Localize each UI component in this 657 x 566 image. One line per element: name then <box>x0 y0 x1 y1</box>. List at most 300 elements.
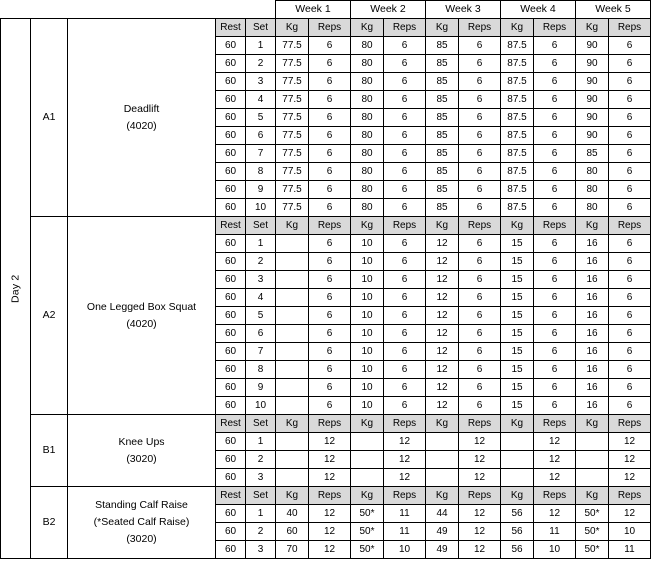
kg-cell-week2[interactable]: 10 <box>351 307 384 325</box>
kg-cell-week3[interactable]: 85 <box>426 199 459 217</box>
reps-cell-week3[interactable]: 12 <box>459 469 501 487</box>
reps-cell-week4[interactable]: 6 <box>534 127 576 145</box>
reps-cell-week5[interactable]: 6 <box>609 271 651 289</box>
rest-cell[interactable]: 60 <box>216 37 246 55</box>
reps-cell-week5[interactable]: 6 <box>609 109 651 127</box>
kg-cell-week3[interactable] <box>426 451 459 469</box>
kg-cell-week2[interactable]: 80 <box>351 199 384 217</box>
kg-cell-week4[interactable] <box>501 451 534 469</box>
kg-cell-week2[interactable]: 10 <box>351 397 384 415</box>
kg-cell-week2[interactable]: 50* <box>351 523 384 541</box>
reps-cell-week3[interactable]: 12 <box>459 451 501 469</box>
reps-cell-week1[interactable]: 6 <box>309 253 351 271</box>
reps-cell-week4[interactable]: 6 <box>534 379 576 397</box>
reps-cell-week4[interactable]: 6 <box>534 109 576 127</box>
reps-cell-week2[interactable]: 6 <box>384 253 426 271</box>
kg-cell-week3[interactable]: 12 <box>426 379 459 397</box>
kg-cell-week3[interactable]: 44 <box>426 505 459 523</box>
kg-cell-week2[interactable]: 10 <box>351 325 384 343</box>
kg-cell-week4[interactable]: 56 <box>501 505 534 523</box>
set-cell[interactable]: 3 <box>246 73 276 91</box>
kg-cell-week3[interactable]: 12 <box>426 361 459 379</box>
set-cell[interactable]: 10 <box>246 397 276 415</box>
reps-cell-week3[interactable]: 6 <box>459 343 501 361</box>
reps-cell-week1[interactable]: 12 <box>309 451 351 469</box>
kg-cell-week5[interactable]: 90 <box>576 37 609 55</box>
reps-cell-week2[interactable]: 6 <box>384 289 426 307</box>
kg-cell-week1[interactable]: 77.5 <box>276 181 309 199</box>
kg-cell-week4[interactable] <box>501 469 534 487</box>
kg-cell-week1[interactable]: 77.5 <box>276 127 309 145</box>
rest-cell[interactable]: 60 <box>216 271 246 289</box>
reps-cell-week2[interactable]: 6 <box>384 55 426 73</box>
rest-cell[interactable]: 60 <box>216 343 246 361</box>
kg-cell-week1[interactable]: 70 <box>276 541 309 559</box>
reps-cell-week5[interactable]: 11 <box>609 541 651 559</box>
reps-cell-week2[interactable]: 11 <box>384 505 426 523</box>
kg-cell-week5[interactable]: 16 <box>576 253 609 271</box>
kg-cell-week1[interactable] <box>276 307 309 325</box>
kg-cell-week1[interactable] <box>276 469 309 487</box>
rest-cell[interactable]: 60 <box>216 379 246 397</box>
reps-cell-week3[interactable]: 6 <box>459 307 501 325</box>
reps-cell-week4[interactable]: 10 <box>534 541 576 559</box>
reps-cell-week3[interactable]: 6 <box>459 289 501 307</box>
kg-cell-week2[interactable]: 10 <box>351 235 384 253</box>
kg-cell-week4[interactable]: 15 <box>501 325 534 343</box>
kg-cell-week1[interactable]: 77.5 <box>276 73 309 91</box>
rest-cell[interactable]: 60 <box>216 505 246 523</box>
set-cell[interactable]: 2 <box>246 451 276 469</box>
kg-cell-week4[interactable]: 87.5 <box>501 37 534 55</box>
rest-cell[interactable]: 60 <box>216 523 246 541</box>
reps-cell-week3[interactable]: 6 <box>459 271 501 289</box>
kg-cell-week5[interactable]: 16 <box>576 307 609 325</box>
rest-cell[interactable]: 60 <box>216 109 246 127</box>
kg-cell-week5[interactable]: 50* <box>576 505 609 523</box>
reps-cell-week1[interactable]: 6 <box>309 199 351 217</box>
reps-cell-week2[interactable]: 6 <box>384 325 426 343</box>
kg-cell-week4[interactable]: 87.5 <box>501 181 534 199</box>
rest-cell[interactable]: 60 <box>216 181 246 199</box>
set-cell[interactable]: 3 <box>246 541 276 559</box>
reps-cell-week3[interactable]: 6 <box>459 73 501 91</box>
kg-cell-week2[interactable]: 80 <box>351 91 384 109</box>
reps-cell-week3[interactable]: 6 <box>459 181 501 199</box>
kg-cell-week1[interactable]: 60 <box>276 523 309 541</box>
rest-cell[interactable]: 60 <box>216 541 246 559</box>
kg-cell-week4[interactable]: 87.5 <box>501 127 534 145</box>
kg-cell-week2[interactable] <box>351 451 384 469</box>
reps-cell-week1[interactable]: 12 <box>309 523 351 541</box>
reps-cell-week3[interactable]: 6 <box>459 379 501 397</box>
kg-cell-week3[interactable]: 85 <box>426 91 459 109</box>
kg-cell-week1[interactable] <box>276 253 309 271</box>
kg-cell-week4[interactable]: 56 <box>501 541 534 559</box>
kg-cell-week1[interactable] <box>276 289 309 307</box>
reps-cell-week1[interactable]: 6 <box>309 307 351 325</box>
kg-cell-week1[interactable] <box>276 235 309 253</box>
kg-cell-week2[interactable] <box>351 469 384 487</box>
kg-cell-week2[interactable]: 50* <box>351 541 384 559</box>
reps-cell-week1[interactable]: 12 <box>309 469 351 487</box>
reps-cell-week4[interactable]: 6 <box>534 289 576 307</box>
kg-cell-week2[interactable]: 50* <box>351 505 384 523</box>
kg-cell-week1[interactable]: 77.5 <box>276 145 309 163</box>
kg-cell-week4[interactable]: 56 <box>501 523 534 541</box>
reps-cell-week2[interactable]: 10 <box>384 541 426 559</box>
reps-cell-week1[interactable]: 6 <box>309 289 351 307</box>
kg-cell-week5[interactable] <box>576 451 609 469</box>
reps-cell-week3[interactable]: 6 <box>459 127 501 145</box>
rest-cell[interactable]: 60 <box>216 289 246 307</box>
reps-cell-week3[interactable]: 6 <box>459 361 501 379</box>
kg-cell-week4[interactable]: 87.5 <box>501 199 534 217</box>
reps-cell-week2[interactable]: 6 <box>384 235 426 253</box>
kg-cell-week5[interactable]: 16 <box>576 361 609 379</box>
rest-cell[interactable]: 60 <box>216 325 246 343</box>
set-cell[interactable]: 3 <box>246 469 276 487</box>
kg-cell-week2[interactable]: 10 <box>351 289 384 307</box>
kg-cell-week5[interactable]: 90 <box>576 91 609 109</box>
reps-cell-week2[interactable]: 6 <box>384 379 426 397</box>
kg-cell-week4[interactable]: 15 <box>501 397 534 415</box>
reps-cell-week4[interactable]: 6 <box>534 145 576 163</box>
kg-cell-week4[interactable]: 87.5 <box>501 109 534 127</box>
set-cell[interactable]: 1 <box>246 505 276 523</box>
reps-cell-week5[interactable]: 6 <box>609 127 651 145</box>
reps-cell-week4[interactable]: 6 <box>534 91 576 109</box>
rest-cell[interactable]: 60 <box>216 73 246 91</box>
reps-cell-week1[interactable]: 12 <box>309 433 351 451</box>
reps-cell-week1[interactable]: 6 <box>309 163 351 181</box>
set-cell[interactable]: 10 <box>246 199 276 217</box>
kg-cell-week5[interactable]: 90 <box>576 73 609 91</box>
reps-cell-week2[interactable]: 6 <box>384 397 426 415</box>
rest-cell[interactable]: 60 <box>216 469 246 487</box>
kg-cell-week1[interactable]: 77.5 <box>276 109 309 127</box>
reps-cell-week2[interactable]: 6 <box>384 37 426 55</box>
rest-cell[interactable]: 60 <box>216 127 246 145</box>
rest-cell[interactable]: 60 <box>216 235 246 253</box>
reps-cell-week4[interactable]: 12 <box>534 505 576 523</box>
reps-cell-week2[interactable]: 11 <box>384 523 426 541</box>
set-cell[interactable]: 8 <box>246 361 276 379</box>
kg-cell-week1[interactable]: 77.5 <box>276 199 309 217</box>
set-cell[interactable]: 2 <box>246 523 276 541</box>
reps-cell-week2[interactable]: 6 <box>384 307 426 325</box>
kg-cell-week1[interactable]: 77.5 <box>276 91 309 109</box>
rest-cell[interactable]: 60 <box>216 55 246 73</box>
kg-cell-week3[interactable]: 85 <box>426 163 459 181</box>
reps-cell-week5[interactable]: 6 <box>609 73 651 91</box>
kg-cell-week2[interactable]: 80 <box>351 127 384 145</box>
kg-cell-week5[interactable]: 90 <box>576 109 609 127</box>
reps-cell-week2[interactable]: 6 <box>384 199 426 217</box>
reps-cell-week4[interactable]: 6 <box>534 361 576 379</box>
kg-cell-week4[interactable]: 15 <box>501 343 534 361</box>
reps-cell-week3[interactable]: 6 <box>459 199 501 217</box>
reps-cell-week2[interactable]: 6 <box>384 181 426 199</box>
kg-cell-week2[interactable]: 10 <box>351 271 384 289</box>
kg-cell-week5[interactable] <box>576 433 609 451</box>
reps-cell-week3[interactable]: 6 <box>459 325 501 343</box>
kg-cell-week1[interactable] <box>276 451 309 469</box>
reps-cell-week5[interactable]: 12 <box>609 469 651 487</box>
kg-cell-week3[interactable]: 85 <box>426 109 459 127</box>
reps-cell-week5[interactable]: 6 <box>609 91 651 109</box>
reps-cell-week1[interactable]: 6 <box>309 181 351 199</box>
kg-cell-week1[interactable] <box>276 397 309 415</box>
kg-cell-week5[interactable]: 16 <box>576 379 609 397</box>
kg-cell-week4[interactable]: 15 <box>501 253 534 271</box>
reps-cell-week4[interactable]: 11 <box>534 523 576 541</box>
reps-cell-week4[interactable]: 6 <box>534 343 576 361</box>
rest-cell[interactable]: 60 <box>216 307 246 325</box>
reps-cell-week5[interactable]: 6 <box>609 145 651 163</box>
kg-cell-week2[interactable]: 10 <box>351 361 384 379</box>
kg-cell-week3[interactable]: 12 <box>426 397 459 415</box>
kg-cell-week3[interactable]: 85 <box>426 73 459 91</box>
kg-cell-week3[interactable] <box>426 433 459 451</box>
set-cell[interactable]: 4 <box>246 91 276 109</box>
kg-cell-week1[interactable]: 40 <box>276 505 309 523</box>
reps-cell-week1[interactable]: 6 <box>309 325 351 343</box>
reps-cell-week5[interactable]: 6 <box>609 181 651 199</box>
rest-cell[interactable]: 60 <box>216 145 246 163</box>
reps-cell-week2[interactable]: 6 <box>384 361 426 379</box>
reps-cell-week2[interactable]: 6 <box>384 163 426 181</box>
reps-cell-week4[interactable]: 6 <box>534 181 576 199</box>
kg-cell-week2[interactable]: 80 <box>351 145 384 163</box>
reps-cell-week1[interactable]: 6 <box>309 127 351 145</box>
kg-cell-week3[interactable]: 12 <box>426 307 459 325</box>
reps-cell-week4[interactable]: 6 <box>534 73 576 91</box>
reps-cell-week5[interactable]: 6 <box>609 55 651 73</box>
reps-cell-week4[interactable]: 6 <box>534 271 576 289</box>
kg-cell-week5[interactable]: 16 <box>576 343 609 361</box>
reps-cell-week3[interactable]: 6 <box>459 397 501 415</box>
kg-cell-week2[interactable] <box>351 433 384 451</box>
set-cell[interactable]: 3 <box>246 271 276 289</box>
kg-cell-week4[interactable]: 87.5 <box>501 145 534 163</box>
kg-cell-week3[interactable]: 12 <box>426 253 459 271</box>
kg-cell-week3[interactable]: 85 <box>426 37 459 55</box>
kg-cell-week3[interactable]: 49 <box>426 523 459 541</box>
kg-cell-week5[interactable] <box>576 469 609 487</box>
kg-cell-week1[interactable]: 77.5 <box>276 55 309 73</box>
reps-cell-week5[interactable]: 12 <box>609 451 651 469</box>
reps-cell-week2[interactable]: 6 <box>384 91 426 109</box>
reps-cell-week1[interactable]: 6 <box>309 235 351 253</box>
kg-cell-week1[interactable] <box>276 271 309 289</box>
reps-cell-week2[interactable]: 6 <box>384 109 426 127</box>
rest-cell[interactable]: 60 <box>216 361 246 379</box>
kg-cell-week3[interactable]: 12 <box>426 235 459 253</box>
reps-cell-week1[interactable]: 6 <box>309 271 351 289</box>
reps-cell-week1[interactable]: 12 <box>309 505 351 523</box>
rest-cell[interactable]: 60 <box>216 199 246 217</box>
reps-cell-week2[interactable]: 12 <box>384 451 426 469</box>
kg-cell-week3[interactable]: 12 <box>426 289 459 307</box>
kg-cell-week4[interactable]: 87.5 <box>501 91 534 109</box>
kg-cell-week1[interactable] <box>276 433 309 451</box>
kg-cell-week1[interactable] <box>276 361 309 379</box>
reps-cell-week2[interactable]: 6 <box>384 127 426 145</box>
kg-cell-week2[interactable]: 10 <box>351 343 384 361</box>
reps-cell-week3[interactable]: 6 <box>459 253 501 271</box>
kg-cell-week5[interactable]: 90 <box>576 55 609 73</box>
reps-cell-week5[interactable]: 6 <box>609 235 651 253</box>
set-cell[interactable]: 2 <box>246 253 276 271</box>
reps-cell-week5[interactable]: 6 <box>609 361 651 379</box>
set-cell[interactable]: 2 <box>246 55 276 73</box>
rest-cell[interactable]: 60 <box>216 433 246 451</box>
kg-cell-week5[interactable]: 85 <box>576 145 609 163</box>
rest-cell[interactable]: 60 <box>216 397 246 415</box>
rest-cell[interactable]: 60 <box>216 163 246 181</box>
set-cell[interactable]: 9 <box>246 181 276 199</box>
rest-cell[interactable]: 60 <box>216 91 246 109</box>
reps-cell-week4[interactable]: 6 <box>534 253 576 271</box>
kg-cell-week4[interactable]: 15 <box>501 307 534 325</box>
reps-cell-week5[interactable]: 6 <box>609 325 651 343</box>
set-cell[interactable]: 1 <box>246 235 276 253</box>
reps-cell-week3[interactable]: 6 <box>459 235 501 253</box>
kg-cell-week5[interactable]: 16 <box>576 325 609 343</box>
reps-cell-week1[interactable]: 6 <box>309 379 351 397</box>
kg-cell-week4[interactable]: 87.5 <box>501 163 534 181</box>
set-cell[interactable]: 1 <box>246 433 276 451</box>
reps-cell-week5[interactable]: 10 <box>609 523 651 541</box>
reps-cell-week5[interactable]: 12 <box>609 505 651 523</box>
kg-cell-week2[interactable]: 80 <box>351 163 384 181</box>
reps-cell-week5[interactable]: 6 <box>609 397 651 415</box>
rest-cell[interactable]: 60 <box>216 253 246 271</box>
kg-cell-week2[interactable]: 80 <box>351 37 384 55</box>
kg-cell-week4[interactable]: 15 <box>501 271 534 289</box>
reps-cell-week2[interactable]: 12 <box>384 469 426 487</box>
reps-cell-week3[interactable]: 12 <box>459 505 501 523</box>
reps-cell-week2[interactable]: 6 <box>384 145 426 163</box>
set-cell[interactable]: 5 <box>246 307 276 325</box>
kg-cell-week5[interactable]: 50* <box>576 541 609 559</box>
kg-cell-week4[interactable]: 15 <box>501 289 534 307</box>
kg-cell-week4[interactable] <box>501 433 534 451</box>
reps-cell-week2[interactable]: 6 <box>384 271 426 289</box>
set-cell[interactable]: 9 <box>246 379 276 397</box>
set-cell[interactable]: 7 <box>246 343 276 361</box>
kg-cell-week5[interactable]: 16 <box>576 397 609 415</box>
kg-cell-week3[interactable]: 12 <box>426 343 459 361</box>
set-cell[interactable]: 1 <box>246 37 276 55</box>
reps-cell-week5[interactable]: 6 <box>609 37 651 55</box>
reps-cell-week3[interactable]: 6 <box>459 145 501 163</box>
reps-cell-week1[interactable]: 6 <box>309 37 351 55</box>
reps-cell-week4[interactable]: 6 <box>534 307 576 325</box>
set-cell[interactable]: 6 <box>246 127 276 145</box>
reps-cell-week5[interactable]: 6 <box>609 199 651 217</box>
set-cell[interactable]: 5 <box>246 109 276 127</box>
set-cell[interactable]: 6 <box>246 325 276 343</box>
reps-cell-week4[interactable]: 6 <box>534 163 576 181</box>
reps-cell-week4[interactable]: 6 <box>534 199 576 217</box>
reps-cell-week1[interactable]: 6 <box>309 91 351 109</box>
reps-cell-week3[interactable]: 6 <box>459 109 501 127</box>
kg-cell-week3[interactable]: 12 <box>426 325 459 343</box>
reps-cell-week3[interactable]: 6 <box>459 37 501 55</box>
kg-cell-week3[interactable]: 85 <box>426 55 459 73</box>
kg-cell-week3[interactable]: 85 <box>426 127 459 145</box>
kg-cell-week1[interactable]: 77.5 <box>276 163 309 181</box>
reps-cell-week5[interactable]: 6 <box>609 307 651 325</box>
reps-cell-week3[interactable]: 12 <box>459 541 501 559</box>
reps-cell-week5[interactable]: 6 <box>609 379 651 397</box>
reps-cell-week4[interactable]: 6 <box>534 37 576 55</box>
reps-cell-week1[interactable]: 6 <box>309 73 351 91</box>
reps-cell-week5[interactable]: 6 <box>609 343 651 361</box>
rest-cell[interactable]: 60 <box>216 451 246 469</box>
reps-cell-week1[interactable]: 6 <box>309 343 351 361</box>
kg-cell-week1[interactable] <box>276 343 309 361</box>
reps-cell-week5[interactable]: 6 <box>609 163 651 181</box>
kg-cell-week3[interactable]: 12 <box>426 271 459 289</box>
reps-cell-week2[interactable]: 6 <box>384 343 426 361</box>
reps-cell-week1[interactable]: 6 <box>309 55 351 73</box>
reps-cell-week1[interactable]: 6 <box>309 361 351 379</box>
reps-cell-week4[interactable]: 6 <box>534 235 576 253</box>
reps-cell-week5[interactable]: 12 <box>609 433 651 451</box>
kg-cell-week4[interactable]: 15 <box>501 379 534 397</box>
kg-cell-week3[interactable]: 49 <box>426 541 459 559</box>
reps-cell-week4[interactable]: 12 <box>534 469 576 487</box>
reps-cell-week3[interactable]: 6 <box>459 91 501 109</box>
kg-cell-week1[interactable]: 77.5 <box>276 37 309 55</box>
reps-cell-week5[interactable]: 6 <box>609 289 651 307</box>
set-cell[interactable]: 8 <box>246 163 276 181</box>
kg-cell-week5[interactable]: 16 <box>576 289 609 307</box>
kg-cell-week1[interactable] <box>276 379 309 397</box>
kg-cell-week2[interactable]: 80 <box>351 181 384 199</box>
kg-cell-week1[interactable] <box>276 325 309 343</box>
reps-cell-week1[interactable]: 12 <box>309 541 351 559</box>
kg-cell-week2[interactable]: 10 <box>351 379 384 397</box>
kg-cell-week4[interactable]: 87.5 <box>501 55 534 73</box>
kg-cell-week2[interactable]: 80 <box>351 109 384 127</box>
kg-cell-week4[interactable]: 15 <box>501 235 534 253</box>
kg-cell-week2[interactable]: 80 <box>351 55 384 73</box>
reps-cell-week3[interactable]: 12 <box>459 433 501 451</box>
reps-cell-week4[interactable]: 12 <box>534 451 576 469</box>
reps-cell-week4[interactable]: 6 <box>534 55 576 73</box>
kg-cell-week3[interactable]: 85 <box>426 181 459 199</box>
reps-cell-week2[interactable]: 6 <box>384 73 426 91</box>
kg-cell-week5[interactable]: 80 <box>576 199 609 217</box>
set-cell[interactable]: 7 <box>246 145 276 163</box>
kg-cell-week5[interactable]: 90 <box>576 127 609 145</box>
reps-cell-week1[interactable]: 6 <box>309 397 351 415</box>
kg-cell-week5[interactable]: 50* <box>576 523 609 541</box>
set-cell[interactable]: 4 <box>246 289 276 307</box>
reps-cell-week4[interactable]: 6 <box>534 325 576 343</box>
reps-cell-week1[interactable]: 6 <box>309 109 351 127</box>
reps-cell-week1[interactable]: 6 <box>309 145 351 163</box>
kg-cell-week3[interactable]: 85 <box>426 145 459 163</box>
kg-cell-week3[interactable] <box>426 469 459 487</box>
kg-cell-week5[interactable]: 16 <box>576 271 609 289</box>
kg-cell-week2[interactable]: 80 <box>351 73 384 91</box>
reps-cell-week4[interactable]: 6 <box>534 397 576 415</box>
